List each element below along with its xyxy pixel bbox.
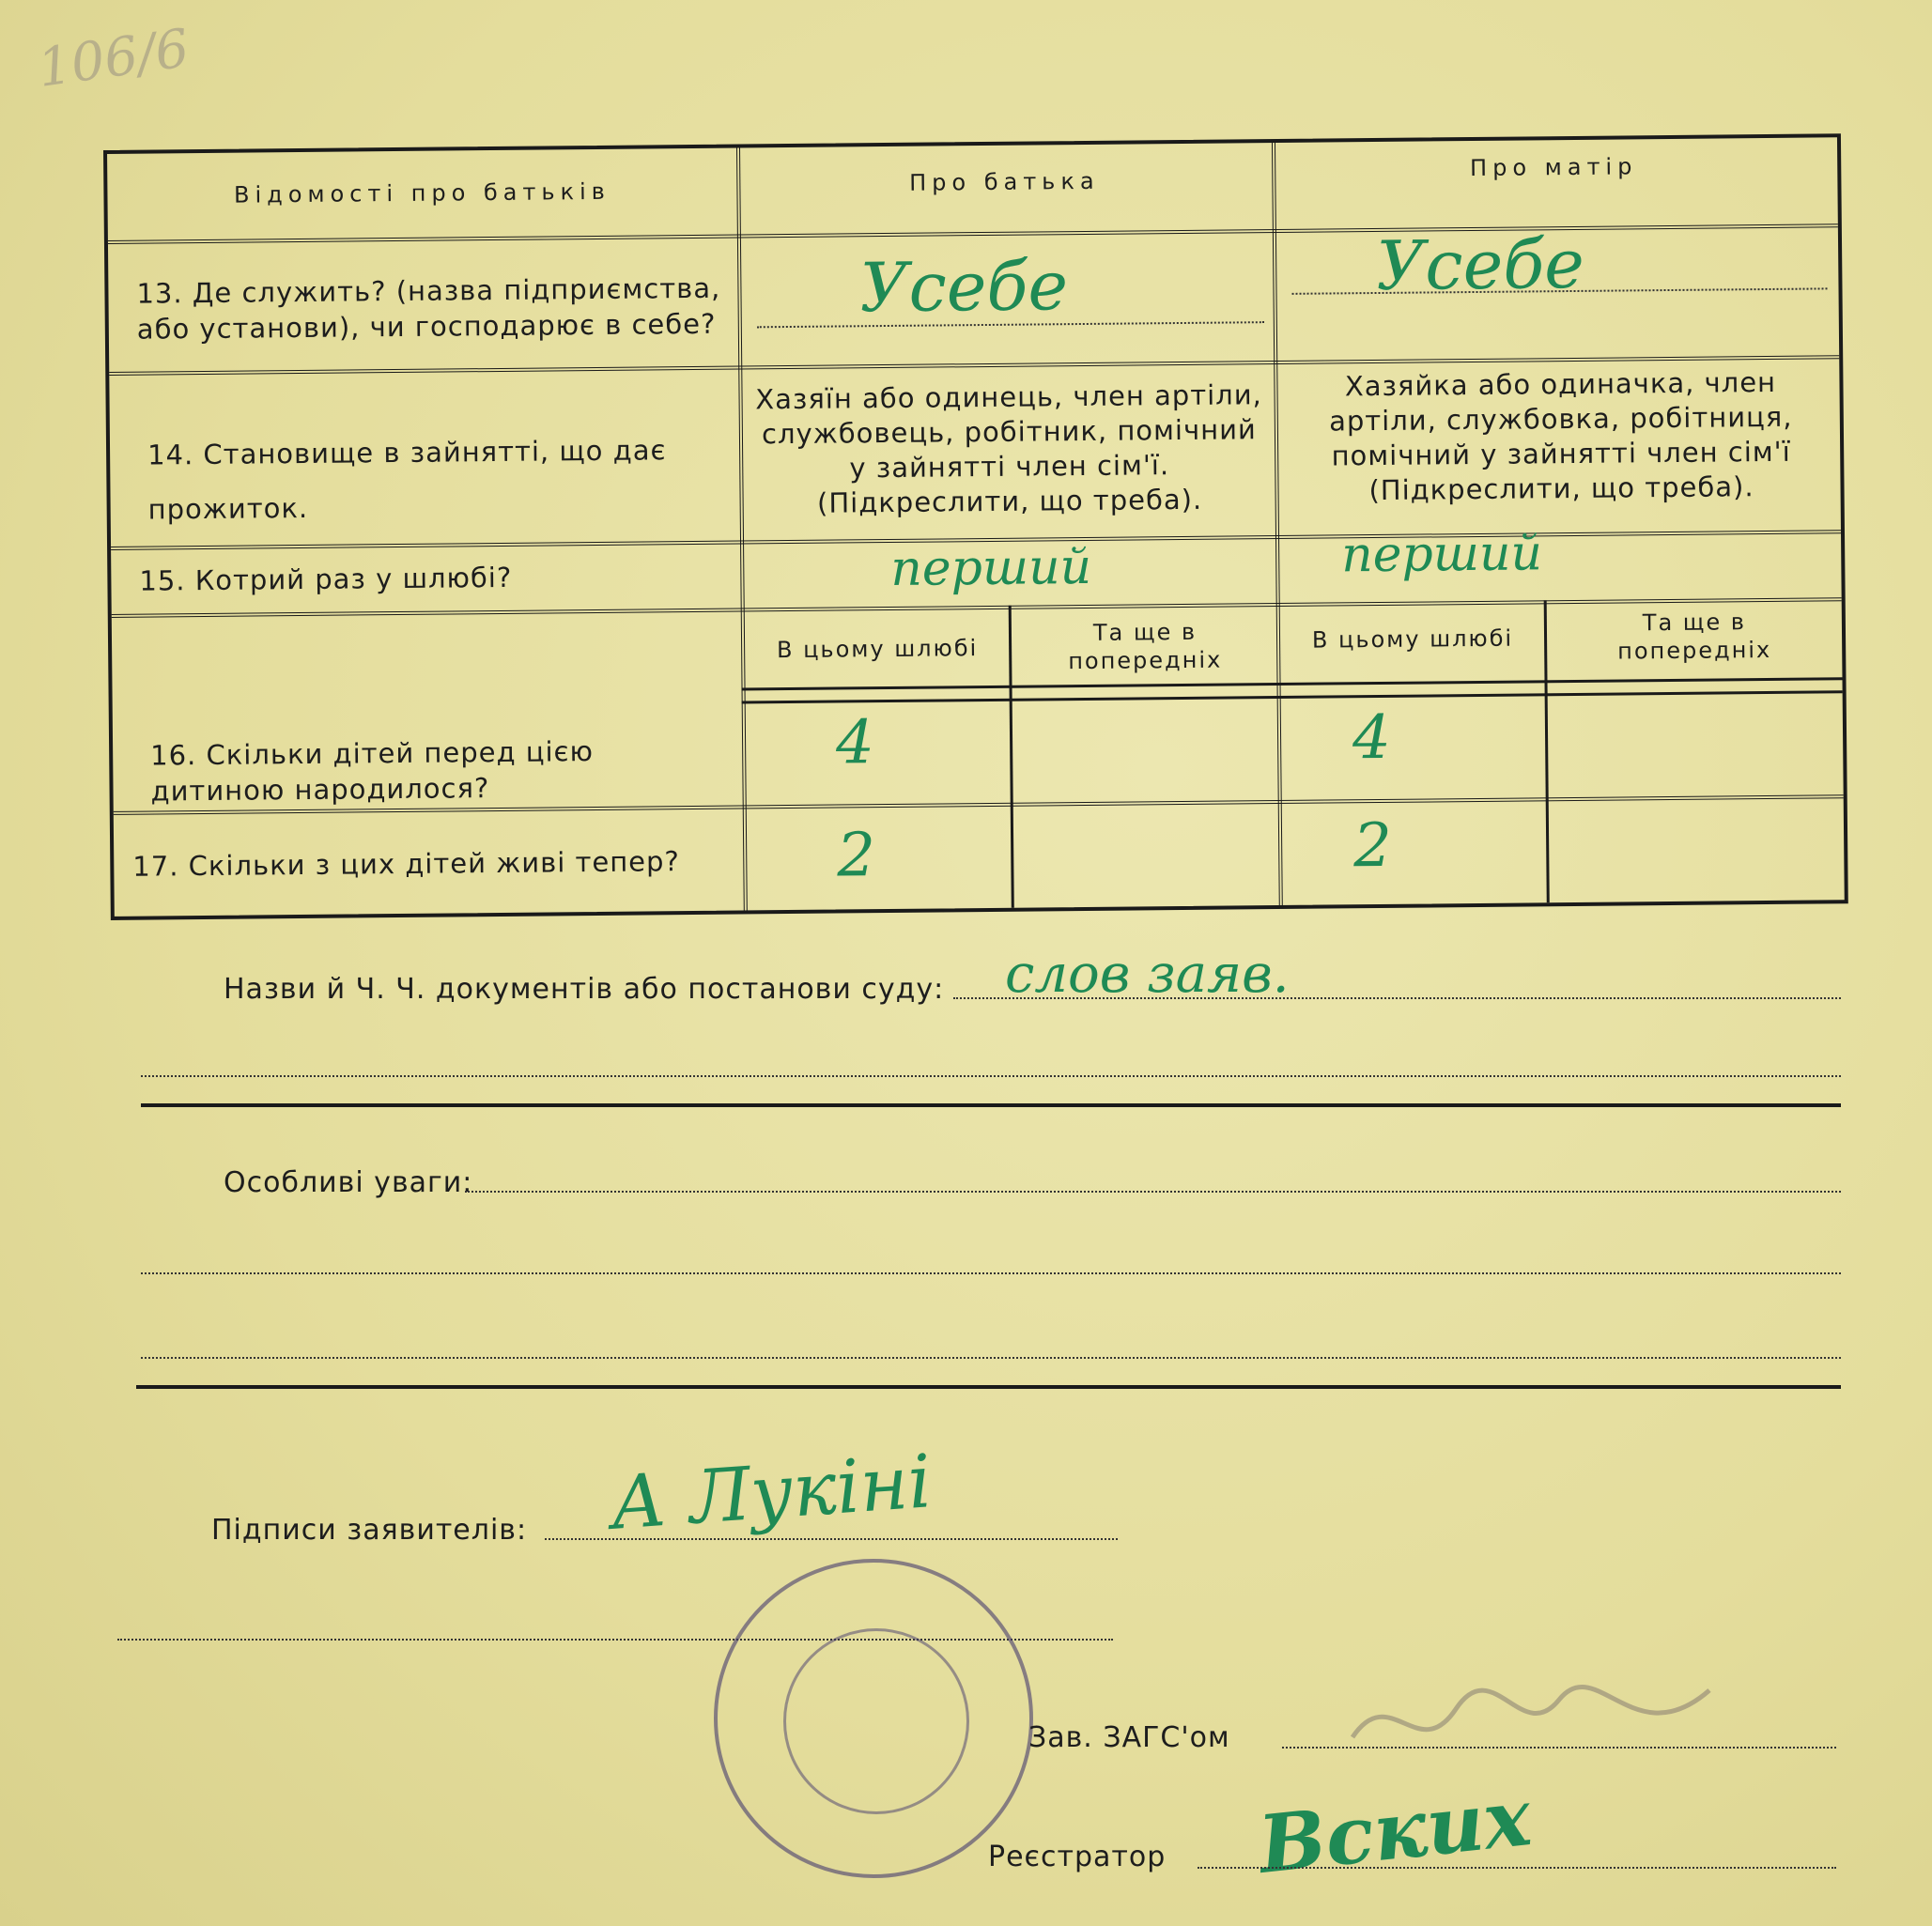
parents-info-table <box>103 133 1848 920</box>
registrar-label: Реєстратор <box>988 1841 1167 1873</box>
q17-label: 17. Скільки з цих дітей живі тепер? <box>132 845 681 883</box>
applicants-signature-label: Підписи заявителів: <box>211 1514 528 1547</box>
header-mother: Про матір <box>1469 153 1638 182</box>
q17-mother-this: 2 <box>1352 810 1393 882</box>
q16-mother-this: 4 <box>1352 702 1392 774</box>
q16-father-this: 4 <box>835 708 875 778</box>
header-father: Про батька <box>909 167 1100 196</box>
applicants-signature: А Лукіні <box>608 1440 935 1547</box>
q14-mother-options: Хазяйка або одиначка, член артіли, службовка, робітниця, помічний у зайнятті член сім'ї (Підкреслити, що треба). <box>1328 365 1793 507</box>
zags-head-signature <box>1334 1662 1728 1775</box>
subheader-mother-this-marriage: В цьому шлюбі <box>1311 624 1514 654</box>
official-stamp <box>714 1559 1033 1878</box>
q15-label: 15. Котрий раз у шлюбі? <box>139 561 513 597</box>
q13-label: 13. Де служить? (назва підприємства, або установи), чи господарює в себе? <box>136 271 721 346</box>
documents-value: слов заяв. <box>1005 944 1290 1005</box>
q14-label: 14. Становище в зайнятті, що дає прожиток. <box>147 434 667 526</box>
subheader-father-this-marriage: В цьому шлюбі <box>776 635 979 664</box>
subheader-father-previous: Та ще в попередніх <box>1068 618 1223 675</box>
q13-mother-value: Усебе <box>1375 223 1585 305</box>
q16-label: 16. Скільки дітей перед цією дитиною народилося? <box>150 735 595 808</box>
notes-label: Особливі уваги: <box>224 1166 473 1199</box>
margin-note: 106/6 <box>34 18 193 100</box>
q15-mother-value: перший <box>1340 525 1543 584</box>
subheader-mother-previous: Та ще в попередніх <box>1617 609 1772 665</box>
q17-father-this: 2 <box>836 821 876 891</box>
zags-head-label: Зав. ЗАГС'ом <box>1028 1721 1230 1754</box>
q13-father-value: Усебе <box>859 246 1069 328</box>
documents-label: Назви й Ч. Ч. документів або постанови суду: <box>224 973 945 1006</box>
q14-father-options: Хазяїн або одинець, член артіли, службовець, робітник, помічний у зайнятті член сім'ї. (Підкреслити, що треба). <box>755 378 1262 519</box>
registrar-signature: Вских <box>1254 1770 1536 1891</box>
header-parents-info: Відомості про батьків <box>233 177 611 208</box>
q15-father-value: перший <box>890 538 1092 597</box>
